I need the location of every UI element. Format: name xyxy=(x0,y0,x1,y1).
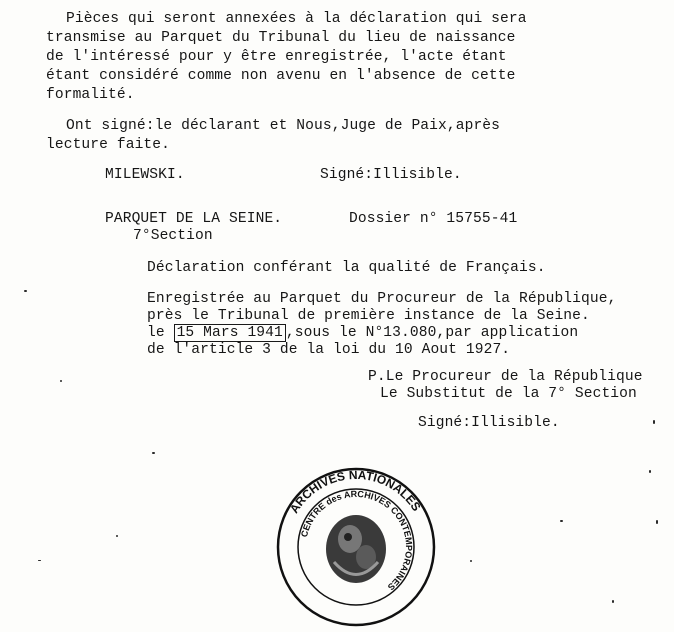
archives-stamp xyxy=(276,467,436,627)
scan-speck xyxy=(38,560,41,561)
declaration-title: Déclaration conférant la qualité de Français. xyxy=(147,260,546,276)
procureur-line-1: P.Le Procureur de la République xyxy=(368,369,643,385)
registration-line-2: près le Tribunal de première instance de la Seine. xyxy=(147,308,590,324)
scan-speck xyxy=(653,420,655,424)
paragraph2-line-1: Ont signé:le déclarant et Nous,Juge de Paix,après xyxy=(66,118,501,134)
stamp-emblem xyxy=(326,515,386,583)
scan-speck xyxy=(612,600,614,603)
scan-speck xyxy=(560,520,563,522)
registration-date: 15 Mars 1941 xyxy=(174,324,286,342)
scan-speck xyxy=(649,470,651,473)
scan-speck xyxy=(60,380,62,382)
stamp-inner-text: CENTRE des ARCHIVES CONTEMPORAINES xyxy=(299,488,415,593)
paragraph1-line-3: de l'intéressé pour y être enregistrée, l'acte étant xyxy=(46,49,507,65)
scan-speck xyxy=(24,290,27,292)
registration-line-1: Enregistrée au Parquet du Procureur de la République, xyxy=(147,291,617,307)
procureur-line-2: Le Substitut de la 7° Section xyxy=(380,386,637,402)
scan-speck xyxy=(656,520,658,524)
section-label: 7°Section xyxy=(133,228,213,244)
parquet-name: PARQUET DE LA SEINE. xyxy=(105,211,283,227)
scan-speck xyxy=(470,560,472,562)
registration-line-4: de l'article 3 de la loi du 10 Aout 1927. xyxy=(147,342,511,358)
paragraph1-line-5: formalité. xyxy=(46,87,135,103)
scan-speck xyxy=(116,535,118,537)
registration-line-3 xyxy=(147,324,578,342)
scan-speck xyxy=(152,452,155,454)
paragraph1-line-2: transmise au Parquet du Tribunal du lieu de naissance xyxy=(46,30,516,46)
paragraph1-line-1: Pièces qui seront annexées à la déclaration qui sera xyxy=(66,11,527,27)
paragraph1-line-4: étant considéré comme non avenu en l'absence de cette xyxy=(46,68,516,84)
registration-line-3-prefix: le xyxy=(147,325,174,341)
paragraph2-line-2: lecture faite. xyxy=(46,137,171,153)
declarant-name: MILEWSKI. xyxy=(105,167,185,183)
judge-signature: Signé:Illisible. xyxy=(320,167,462,183)
stamp-outer-text: ARCHIVES NATIONALES xyxy=(286,467,424,516)
final-signature: Signé:Illisible. xyxy=(418,415,560,431)
registration-line-3-suffix: ,sous le N°13.080,par application xyxy=(285,325,579,341)
dossier-number: Dossier n° 15755-41 xyxy=(349,211,518,227)
